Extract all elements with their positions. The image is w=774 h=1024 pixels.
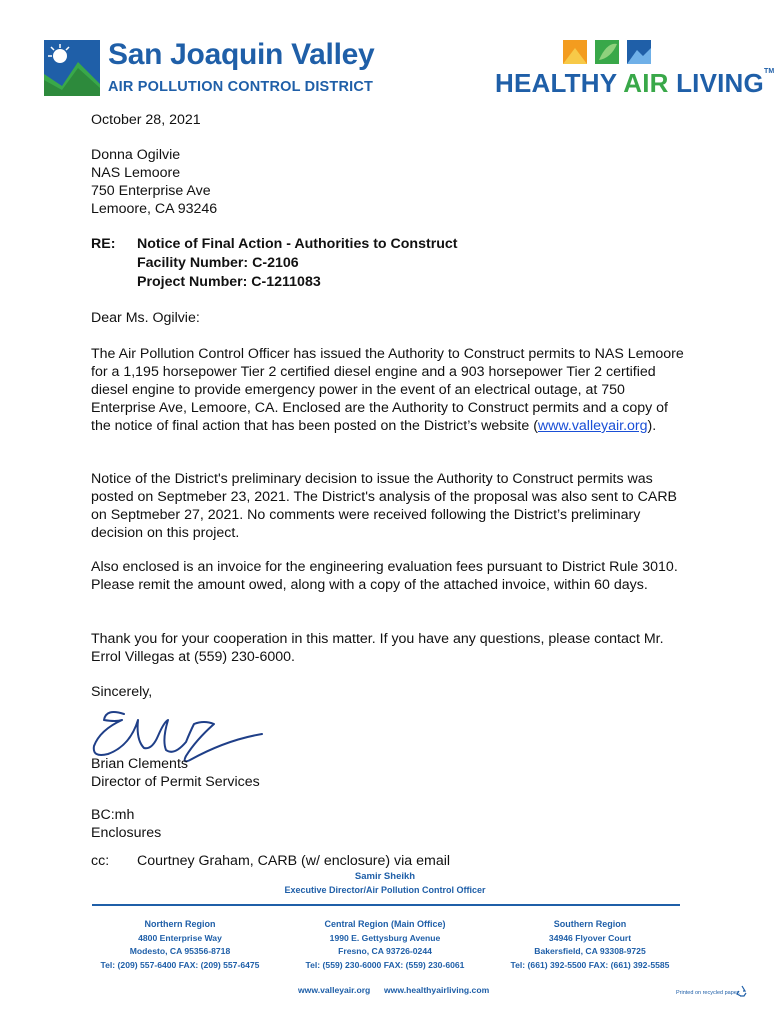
wordmark-living: LIVING [668,68,764,98]
region-northern [70,918,290,972]
footer-website-valleyair[interactable]: www.valleyair.org [298,985,371,995]
paragraph-invoice: Also enclosed is an invoice for the engineering evaluation fees pursuant to District Rule 3010. Please remit the amount owed, along with a copy of the attached invoice, within 60 days. [91,559,678,593]
healthy-air-living-emblem-icon [561,38,661,66]
region-name: Southern Region [553,919,627,929]
region-address: 1990 E. Gettysburg Avenue [329,932,441,943]
subject-title: Notice of Final Action - Authorities to Construct [137,236,458,252]
wordmark-healthy: HEALTHY [495,68,624,98]
paragraph-preliminary-decision: Notice of the District's preliminary decision to issue the Authority to Construct permits was posted on Septmeber 23, 2021. The District's analysis of the proposal was also sent to CARB on Septmeber 27, 2021. No comments were received following the District’s preliminary decision on this project. [91,471,678,541]
signer-title: Director of Permit Services [91,774,260,790]
closing: Sincerely, [91,684,153,700]
cc-recipient: Courtney Graham, CARB (w/ enclosure) via email [137,853,451,869]
region-phone: Tel: (559) 230-6000 FAX: (559) 230-6061 [305,959,465,970]
paragraph-permits-issued [91,345,691,435]
executive-director-name: Samir Sheikh [354,871,416,882]
recipient-city: Lemoore, CA 93246 [91,201,218,217]
healthy-air-living-logo [495,38,774,100]
district-name: San Joaquin Valley [108,38,375,71]
letter-date: October 28, 2021 [91,112,201,128]
district-subtitle: AIR POLLUTION CONTROL DISTRICT [108,79,374,95]
recycle-icon [736,985,748,997]
paren-open: ( [533,418,538,434]
salutation: Dear Ms. Ogilvie: [91,310,200,326]
recycled-paper-note: Printed on recycled paper. [676,990,740,996]
region-city: Fresno, CA 93726-0244 [338,946,432,956]
region-phone: Tel: (209) 557-6400 FAX: (209) 557-6475 [100,959,260,970]
district-website-link[interactable]: www.valleyair.org [537,418,648,434]
recipient-organization: NAS Lemoore [91,165,181,181]
region-phone: Tel: (661) 392-5500 FAX: (661) 392-5585 [510,959,670,970]
footer-divider [92,904,680,906]
region-name: Northern Region [144,919,216,929]
project-number: Project Number: C-1211083 [137,274,321,290]
recipient-name: Donna Ogilvie [91,147,181,163]
signer-name: Brian Clements [91,756,188,772]
region-city: Modesto, CA 95356-8718 [129,946,231,956]
wordmark-air: AIR [623,68,669,98]
district-emblem-icon [44,40,100,96]
re-label: RE: [91,236,116,252]
recipient-street: 750 Enterprise Ave [91,183,211,199]
recipient-address [91,146,217,218]
subject-block [137,235,458,292]
trademark-symbol: TM [763,68,774,75]
region-southern [480,918,700,972]
region-address: 34946 Flyover Court [548,932,632,943]
footer-website-healthyairliving[interactable]: www.healthyairliving.com [384,985,490,995]
region-name: Central Region (Main Office) [324,919,446,929]
region-central [275,918,495,972]
executive-director-title: Executive Director/Air Pollution Control Officer [284,885,486,895]
region-address: 4800 Enterprise Way [138,932,222,943]
typist-initials: BC:mh [91,807,135,823]
paragraph-contact: Thank you for your cooperation in this matter. If you have any questions, please contact Mr. Errol Villegas at (559) 230-6000. [91,631,664,665]
district-logo [44,38,375,100]
healthy-air-living-wordmark [495,68,774,99]
paren-close: ). [647,418,657,434]
facility-number: Facility Number: C-2106 [137,255,299,271]
paragraph-text: The Air Pollution Control Officer has issued the Authority to Construct permits to NAS Lemoore for a 1,195 horsepower Tier 2 certified diesel engine and a 903 horsepower Tier 2 certified diesel engine to provide emergency power in the event of an electrical outage, at 750 Enterprise Ave, Lemoore, CA. Enclosed are the Authority to Construct permits and a copy of the notice of final action that has been posted on the District’s website [91,346,684,434]
enclosures-note: Enclosures [91,825,162,841]
cc-label: cc: [91,853,110,869]
region-city: Bakersfield, CA 93308-9725 [534,946,646,956]
